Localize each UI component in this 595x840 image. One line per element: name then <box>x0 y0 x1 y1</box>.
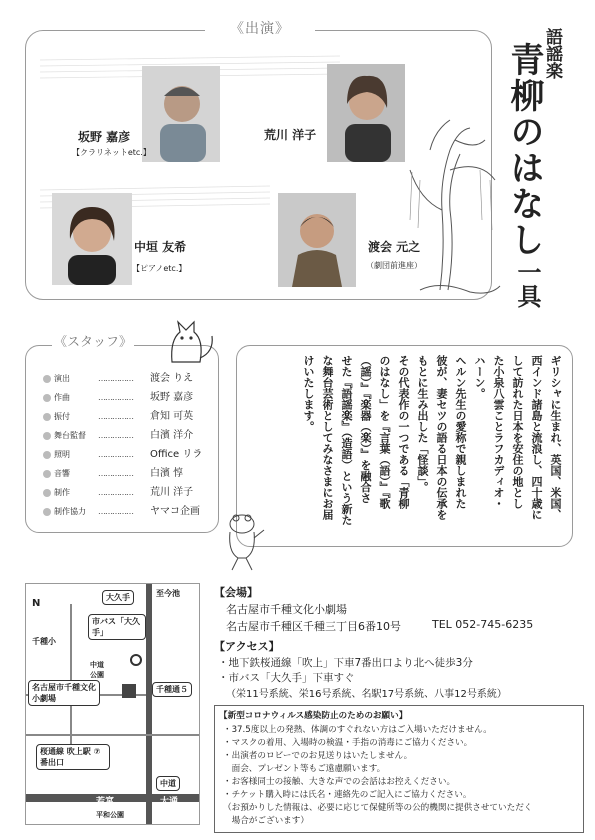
map-label-school: 千種小 <box>32 637 56 646</box>
corona-heading: 【新型コロナウィルス感染防止のためのお願い】 <box>219 711 408 721</box>
corona-line: ・37.5度以上の発熱、体調のすぐれない方はご入場いただけません。 <box>223 725 492 735</box>
bullet-icon <box>43 489 51 497</box>
cast-role-1: 【クラリネットetc.】 <box>72 148 151 157</box>
staff-row: 音響 …………… 白濱 惇 <box>43 467 183 481</box>
cast-name-2: 荒川 洋子 <box>264 128 317 142</box>
corona-line: 面会、プレゼント等もご遠慮願います。 <box>223 764 386 774</box>
map-tag-venue: 名古屋市千種文化小劇場 <box>28 680 100 706</box>
corona-line: ・出演者のロビーでのお見送りはいたしません。 <box>223 751 413 761</box>
venue-name: 名古屋市千種文化小劇場 <box>226 603 347 616</box>
willow-tree-illustration <box>400 110 510 310</box>
venue-building-icon <box>122 684 136 698</box>
map-label-bottom: 平和公園 <box>96 811 124 819</box>
map-tag-bus: 市バス「大久手」 <box>88 614 146 640</box>
cast-role-4: （劇団前進座） <box>366 261 422 270</box>
map-label-imaike: 至今池 <box>156 589 180 598</box>
staff-row: 作曲 …………… 坂野 嘉彦 <box>43 391 193 405</box>
venue-address: 名古屋市千種区千種三丁目6番10号 <box>226 620 401 633</box>
bullet-icon <box>43 432 51 440</box>
map-label-park: 中道公園 <box>90 661 104 679</box>
photo-banno <box>142 66 220 162</box>
corona-line: （お預かりした情報は、必要に応じて保健所等の公的機関に提供させていただく <box>223 803 533 813</box>
cast-name-3: 中垣 友希 <box>134 240 187 254</box>
cast-section-title: 《出演》 <box>205 18 315 38</box>
access-line: （栄11号系統、栄16号系統、名駅17号系統、八事12号系統） <box>226 689 507 700</box>
cast-role-3: 【ピアノetc.】 <box>132 264 187 273</box>
map-label-oodori: 大通 <box>160 797 179 807</box>
bullet-icon <box>43 508 51 516</box>
bullet-icon <box>43 413 51 421</box>
staff-row: 舞台監督 …………… 白濱 洋介 <box>43 429 193 443</box>
map-tag-nakamichi: 中道 <box>156 776 180 791</box>
story-text: ギリシャに生まれ、英国、米国、 西インド諸島と流浪し、四十歳に して訪れた日本を安住の地とし た小泉八雲ことラフカディオ・ ハーン。 ヘルン先生の愛称で親しまれた 彼が、妻セツの語る日本の伝承を もとに生み出した「怪談」。 その代表作の一つである「青柳 のはなし」を『言葉（語）』『歌 （謡）』『楽器（楽）』を融合さ せた『語謡楽』（造語）という新た な舞台芸術としてみなさまにお届 けいたします。 <box>302 355 562 526</box>
photo-watarai <box>278 193 356 287</box>
north-icon: N <box>32 598 41 609</box>
access-heading: 【アクセス】 <box>214 640 280 653</box>
bullet-icon <box>43 470 51 478</box>
corona-line: 場合がございます） <box>223 816 309 826</box>
staff-section-title: 《スタッフ》 <box>52 331 134 350</box>
cast-name-4: 渡会 元之 <box>368 240 421 254</box>
staff-row: 振付 …………… 倉知 可英 <box>43 410 193 424</box>
bullet-icon <box>43 375 51 383</box>
photo-nakagaki <box>52 193 132 285</box>
bullet-icon <box>43 394 51 402</box>
staff-row: 制作 …………… 荒川 洋子 <box>43 486 193 500</box>
map-tag-chikusa5: 千種通５ <box>152 682 192 697</box>
map-pin-icon <box>130 654 142 666</box>
map-road <box>146 584 152 824</box>
title-main: 青柳のはなし <box>504 42 544 258</box>
map-tag-ookute: 大久手 <box>102 590 134 605</box>
staff-row: 演出 …………… 渡会 りえ <box>43 372 193 386</box>
map-road <box>26 734 199 736</box>
corona-line: ・マスクの着用、入場時の検温・手指の消毒にご協力ください。 <box>223 738 473 748</box>
staff-row: 制作協力 …………… ヤマコ企画 <box>43 505 200 519</box>
map-tag-station: 桜通線 吹上駅 ⑦番出口 <box>36 744 110 770</box>
photo-arakawa <box>327 64 405 162</box>
title-genre: 語謡楽 <box>542 28 562 79</box>
venue-heading: 【会場】 <box>214 586 258 599</box>
frog-illustration <box>218 508 266 572</box>
corona-line: ・お客様同士の接触、大きな声での会話はお控えください。 <box>223 777 456 787</box>
cast-name-1: 坂野 嘉彦 <box>78 130 131 144</box>
staff-row: 照明 …………… Office リラ <box>43 448 202 462</box>
corona-line: ・チケット購入時には氏名・連絡先のご記入にご協力ください。 <box>223 790 472 800</box>
venue-tel: TEL 052-745-6235 <box>432 618 534 631</box>
title-issue: 一具 <box>513 260 542 308</box>
access-map <box>25 583 200 825</box>
map-label-wakamiya: 若宮 <box>96 797 115 807</box>
access-line: ・地下鉄桜通線「吹上」下車7番出口より北へ徒歩3分 <box>218 657 473 669</box>
access-line: ・市バス「大久手」下車すぐ <box>218 672 355 684</box>
cat-illustration <box>162 318 218 372</box>
corona-notice <box>214 705 584 833</box>
bullet-icon <box>43 451 51 459</box>
